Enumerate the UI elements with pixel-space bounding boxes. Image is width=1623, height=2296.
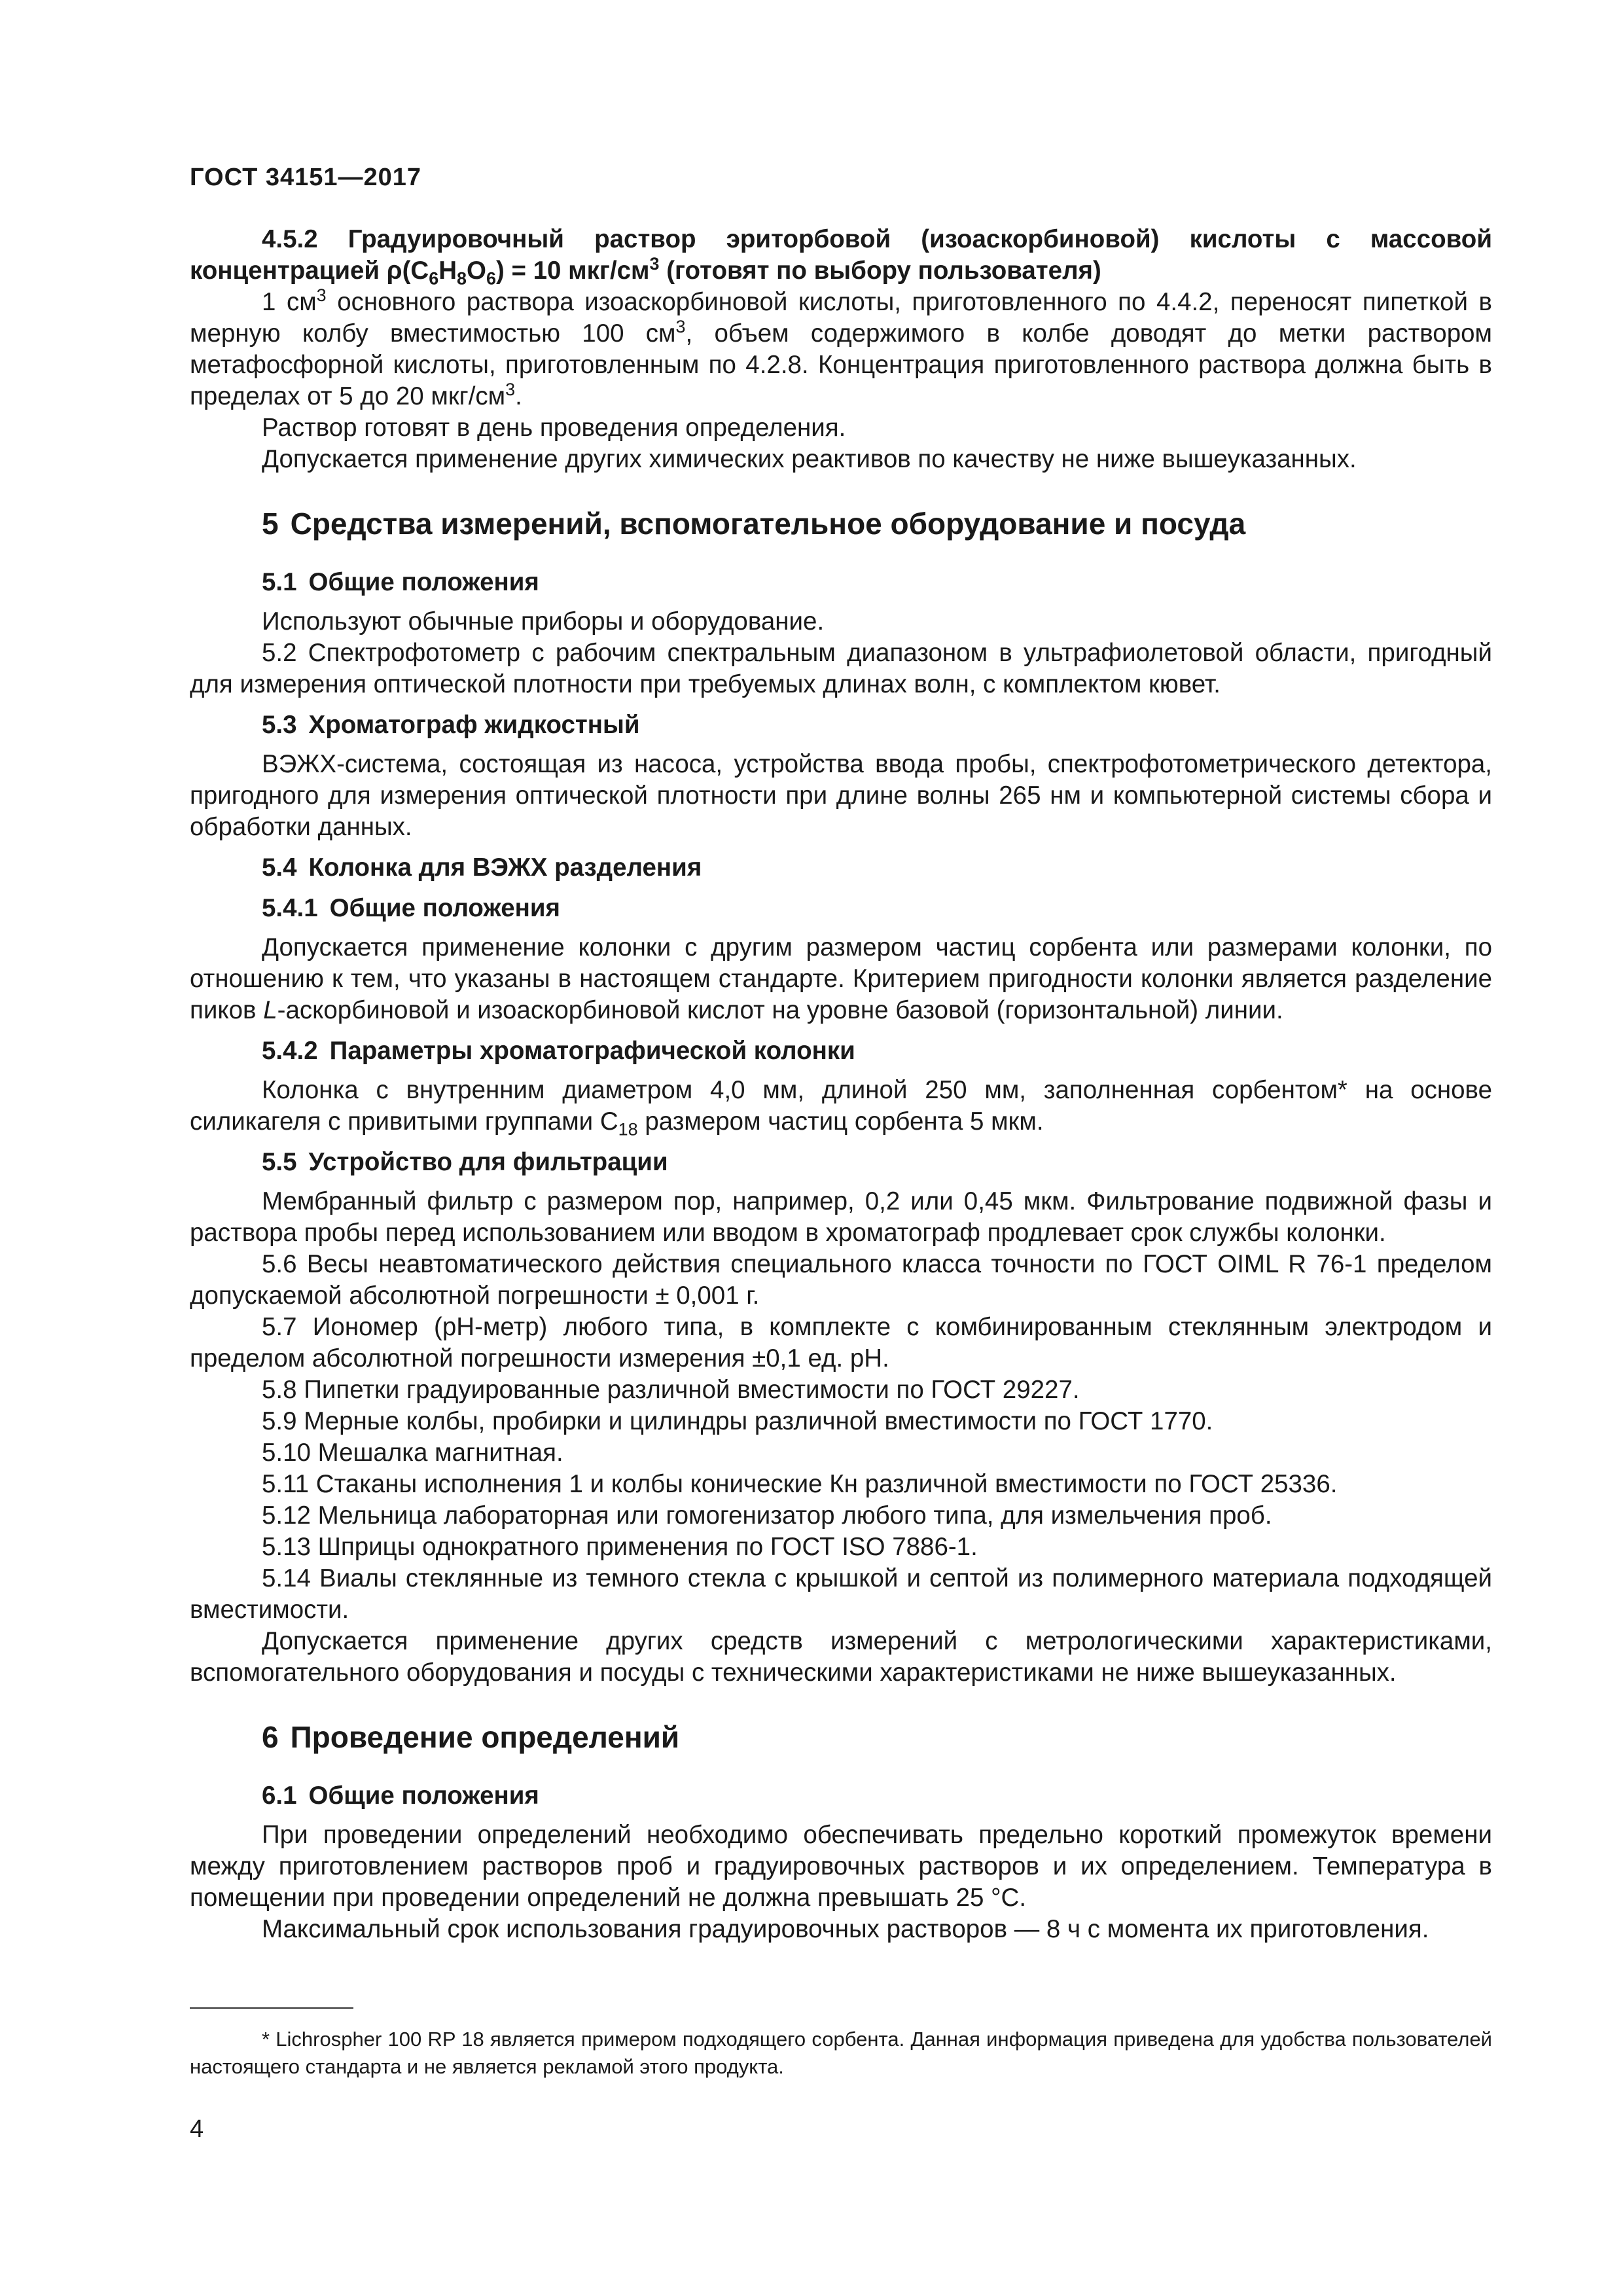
section-5-4-1-text: Допускается применение колонки с другим размером частиц сорбента или размерами колонки, по отношению к тем, что указаны в настоящем стандарте. Критерием пригодности колонки является разделение пиков L-аскорбиновой и изоаскорбиновой кислот на уровне базовой (горизонтальной) линии.: [190, 933, 1492, 1024]
section-5-8-text: 5.8 Пипетки градуированные различной вместимости по ГОСТ 29227.: [262, 1376, 1080, 1404]
section-5-12-text: 5.12 Мельница лабораторная или гомогенизатор любого типа, для измельчения проб.: [262, 1501, 1272, 1530]
section-5-7-text: 5.7 Иономер (рН-метр) любого типа, в комплекте с комбинированным стеклянным электродом и пределом абсолютной погрешности измерения ±0,1 ед. рН.: [190, 1313, 1492, 1372]
section-6-1-heading: 6.1 Общие положения: [262, 1782, 539, 1810]
section-6-1-text: При проведении определений необходимо обеспечивать предельно короткий промежуток времени между приготовлением растворов проб и градуировочных растворов и их определением. Температура в помещении при проведении определений не должна превышать 25 °С.: [190, 1821, 1492, 1912]
section-5-closing: Допускается применение других средств измерений с метрологическими характеристиками, вспомогательного оборудования и посуды с техническими характеристиками не ниже вышеуказанных.: [190, 1627, 1492, 1687]
section-5-11-text: 5.11 Стаканы исполнения 1 и колбы конические Кн различной вместимости по ГОСТ 25336.: [262, 1470, 1338, 1498]
section-5-1-heading: 5.1 Общие положения: [262, 568, 539, 596]
section-5-9-text: 5.9 Мерные колбы, пробирки и цилиндры различной вместимости по ГОСТ 1770.: [262, 1407, 1213, 1435]
section-5-4-2-text: Колонка с внутренним диаметром 4,0 мм, длиной 250 мм, заполненная сорбентом* на основе силикагеля с привитыми группами $C_{18}$ размером частиц сорбента 5 мкм.: [190, 1076, 1492, 1139]
section-5-13-text: 5.13 Шприцы однократного применения по ГОСТ ISO 7886-1.: [262, 1533, 978, 1561]
section-5-4-2-heading: 5.4.2 Параметры хроматографической колонки: [262, 1037, 855, 1065]
section-6-heading: 6 Проведение определений: [262, 1720, 680, 1754]
section-5-5-text: Мембранный фильтр с размером пор, например, 0,2 или 0,45 мкм. Фильтрование подвижной фазы и раствора пробы перед использованием или вводом в хроматограф продлевает срок службы колонки.: [190, 1187, 1492, 1247]
section-5-4-1-heading: 5.4.1 Общие положения: [262, 894, 560, 922]
section-5-3-heading: 5.3 Хроматограф жидкостный: [262, 711, 640, 739]
section-4-5-2-heading: 4.5.2 Градуировочный раствор эриторбовой (изоаскорбиновой) кислоты с массовой концентрацией $\rho(C_6H_8O_6) = 10$ мкг/$см^3$ (готовят по выбору пользователя): [190, 225, 1492, 289]
section-4-5-2-note: Раствор готовят в день проведения определения.: [262, 414, 846, 442]
section-5-14-text: 5.14 Виалы стеклянные из темного стекла с крышкой и септой из полимерного материала подходящей вместимости.: [190, 1564, 1492, 1624]
footnote: * Lichrospher 100 RP 18 является примером подходящего сорбента. Данная информация приведена для удобства пользователей настоящего стандарта и не является рекламой этого продукта.: [190, 2028, 1492, 2078]
section-5-6-text: 5.6 Весы неавтоматического действия специального класса точности по ГОСТ OIML R 76-1 пределом допускаемой абсолютной погрешности ± 0,001 г.: [190, 1250, 1492, 1310]
section-5-4-heading: 5.4 Колонка для ВЭЖХ разделения: [262, 853, 702, 882]
section-5-heading: 5 Средства измерений, вспомогательное оборудование и посуда: [262, 507, 1246, 541]
footnote-divider: [190, 2007, 353, 2009]
section-4-5-2-paragraph: 1 $см^3$ основного раствора изоаскорбиновой кислоты, приготовленного по 4.4.2, переносят пипеткой в мерную колбу вместимостью 100 $см^3$, объем содержимого в колбе доводят до метки раствором метафосфорной кислоты, приготовленным по 4.2.8. Концентрация приготовленного раствора должна быть в пределах от 5 до 20 мкг/$см^3$.: [190, 285, 1493, 410]
section-5-3-text: ВЭЖХ-система, состоящая из насоса, устройства ввода пробы, спектрофотометрического детектора, пригодного для измерения оптической плотности при длине волны 265 нм и компьютерной системы сбора и обработки данных.: [190, 750, 1492, 841]
section-5-5-heading: 5.5 Устройство для фильтрации: [262, 1148, 668, 1176]
page-number: 4: [190, 2115, 204, 2143]
section-4-5-2-allowance: Допускается применение других химических реактивов по качеству не ниже вышеуказанных.: [262, 445, 1357, 473]
document-header: ГОСТ 34151—2017: [190, 164, 422, 191]
section-5-1-text: Используют обычные приборы и оборудование.: [262, 607, 825, 636]
document-body: [190, 224, 1492, 1945]
section-5-10-text: 5.10 Мешалка магнитная.: [262, 1439, 563, 1467]
section-6-1-max-term: Максимальный срок использования градуировочных растворов — 8 ч с момента их приготовления.: [262, 1915, 1429, 1943]
section-5-2-text: 5.2 Спектрофотометр с рабочим спектральным диапазоном в ультрафиолетовой области, пригодный для измерения оптической плотности при требуемых длинах волн, с комплектом кювет.: [190, 639, 1492, 698]
